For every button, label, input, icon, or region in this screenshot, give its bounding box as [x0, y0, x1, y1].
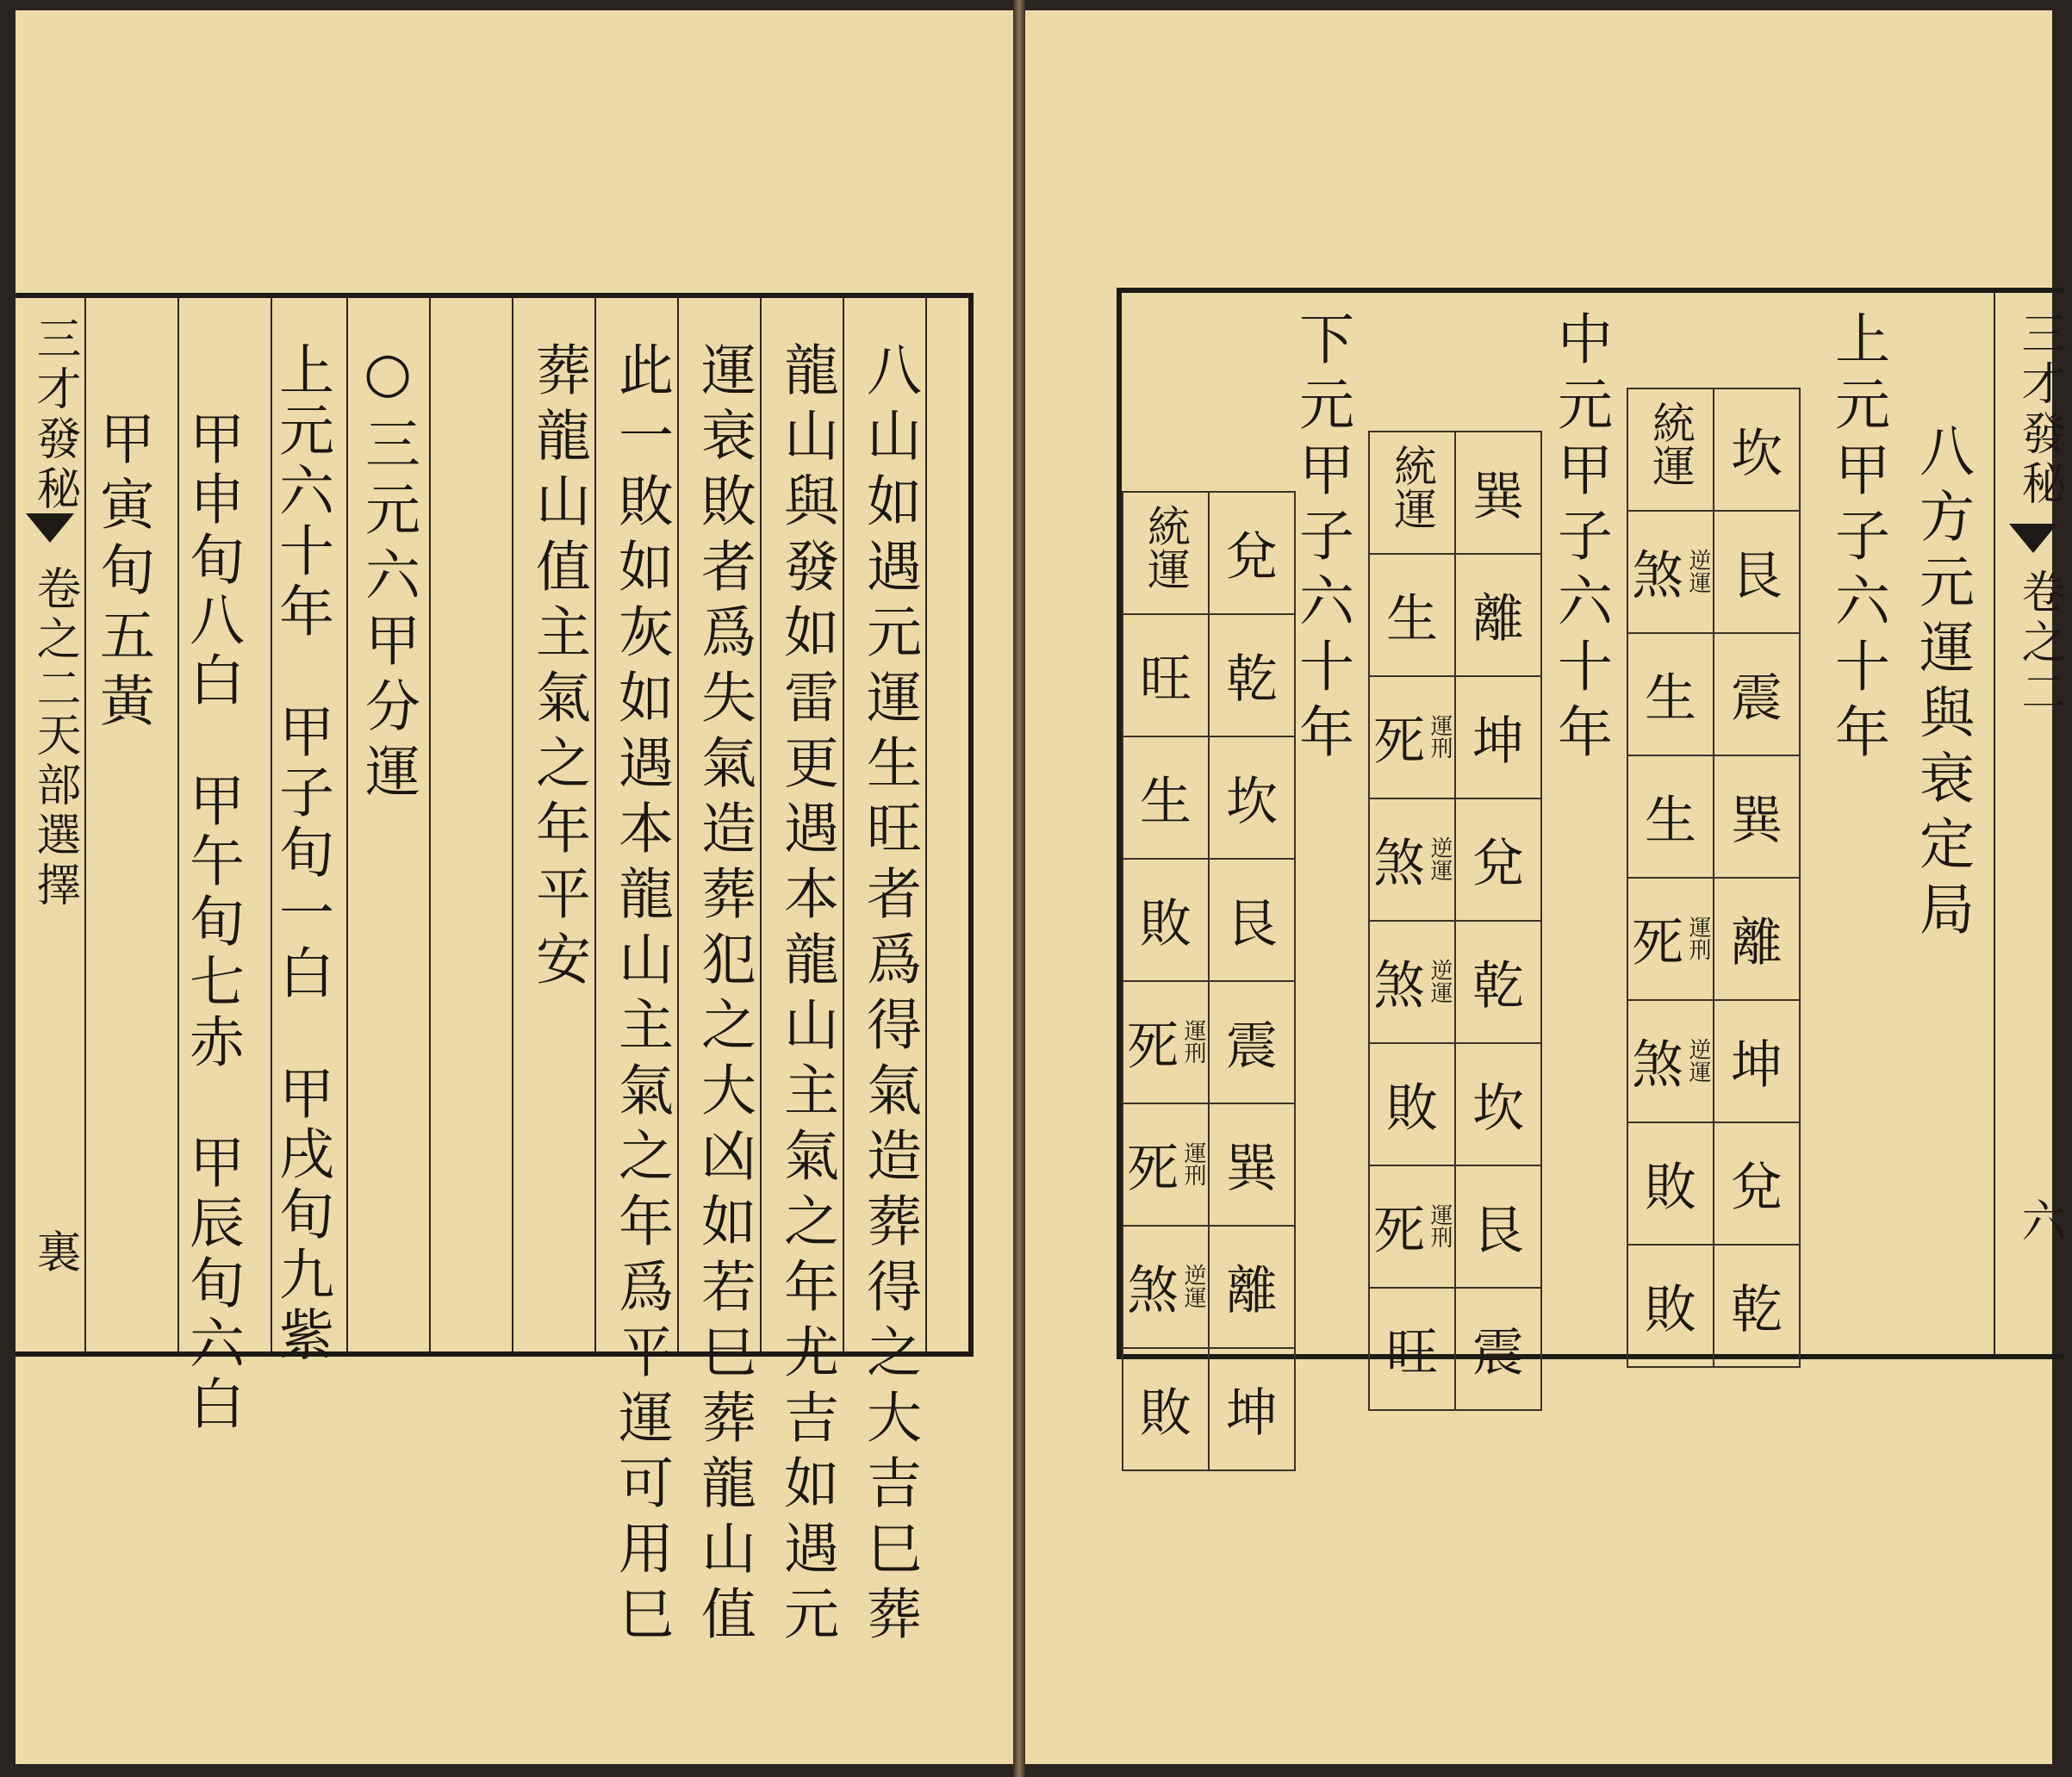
column-rule — [760, 298, 762, 1351]
cell-trigram: 乾 — [1455, 921, 1541, 1043]
state-text: 煞 — [1127, 1261, 1179, 1321]
cell-trigram: 坎 — [1714, 388, 1800, 511]
state-text: 統運 — [1646, 400, 1696, 487]
annotation-note: 運刑 — [1427, 714, 1453, 759]
section-label-upper: 上元甲子六十年 — [1826, 310, 1889, 768]
cell-state — [1123, 492, 1209, 614]
state-text: 生 — [1140, 772, 1192, 832]
state-text: 統運 — [1387, 443, 1437, 530]
text-column: ○三元六甲分運 — [356, 341, 420, 808]
state-text: 敗 — [1140, 1383, 1192, 1444]
state-text: 生 — [1645, 791, 1696, 851]
cell-state — [1369, 921, 1455, 1043]
state-text: 生 — [1645, 668, 1696, 729]
column-rule — [843, 298, 844, 1351]
table-row — [1123, 614, 1295, 736]
cell-state — [1369, 1288, 1455, 1410]
table-row — [1627, 878, 1800, 1000]
state-text: 死 — [1373, 1201, 1425, 1261]
table-row — [1123, 981, 1295, 1103]
cell-trigram: 艮 — [1455, 1165, 1541, 1288]
column-rule — [594, 298, 596, 1351]
state-text: 敗 — [1645, 1280, 1696, 1340]
cell-trigram: 震 — [1209, 981, 1295, 1103]
cell-trigram: 乾 — [1209, 614, 1295, 736]
annotation-note: 運刑 — [1180, 1019, 1206, 1064]
left-page — [16, 10, 1013, 1764]
margin-section: 天部選擇 — [28, 711, 80, 911]
table-row — [1123, 1348, 1295, 1470]
table-row — [1123, 859, 1295, 981]
cell-state — [1627, 511, 1714, 633]
annotation-note: 逆運 — [1180, 1264, 1206, 1308]
state-text: 生 — [1386, 589, 1438, 649]
cell-trigram: 兌 — [1714, 1122, 1800, 1245]
text-column: 甲申旬八白 甲午旬七赤 甲辰旬六白 — [180, 410, 244, 1435]
cell-trigram: 震 — [1714, 633, 1800, 755]
state-text: 敗 — [1645, 1158, 1696, 1218]
book-gutter — [1013, 0, 1025, 1777]
annotation-note: 逆運 — [1685, 1038, 1711, 1083]
column-rule — [346, 298, 348, 1351]
cell-state — [1627, 1000, 1714, 1122]
cell-trigram: 離 — [1209, 1226, 1295, 1348]
text-column: 運衰敗者爲失氣造葬犯之大凶如若巳葬龍山值 — [692, 341, 756, 1650]
table-row — [1627, 755, 1800, 878]
state-text: 煞 — [1373, 956, 1425, 1016]
text-column: 葬龍山值主氣之年平安 — [526, 341, 590, 996]
state-text: 死 — [1127, 1139, 1179, 1199]
table-row — [1627, 511, 1800, 633]
table-row — [1369, 554, 1541, 676]
state-text: 統運 — [1141, 503, 1191, 590]
table-row — [1627, 1000, 1800, 1122]
cell-state — [1123, 1226, 1209, 1348]
cell-trigram: 艮 — [1209, 859, 1295, 981]
table-row — [1369, 1043, 1541, 1165]
right-page — [1025, 10, 2065, 1764]
lower-yuan-table — [1122, 491, 1296, 1471]
text-column: 八山如遇元運生旺者爲得氣造葬得之大吉巳葬 — [857, 341, 921, 1650]
state-text: 敗 — [1140, 894, 1192, 954]
table-row — [1123, 1103, 1295, 1226]
cell-trigram: 坎 — [1455, 1043, 1541, 1165]
section-label-middle: 中元甲子六十年 — [1548, 310, 1612, 768]
cell-trigram: 兌 — [1455, 798, 1541, 921]
cell-state — [1627, 388, 1714, 511]
column-rule — [429, 298, 431, 1351]
cell-state — [1123, 1103, 1209, 1226]
state-text: 煞 — [1632, 1035, 1683, 1096]
text-column: 甲寅旬五黃 — [90, 410, 154, 737]
fish-tail-mark — [2009, 524, 2057, 553]
margin-title: 三才發秘 — [2013, 310, 2065, 510]
table-row — [1369, 798, 1541, 921]
table-row — [1123, 1226, 1295, 1348]
state-text: 煞 — [1632, 546, 1683, 606]
page-heading: 八方元運與衰定局 — [1910, 422, 1974, 946]
cell-trigram: 巽 — [1714, 755, 1800, 878]
fish-tail-mark — [26, 513, 74, 543]
state-text: 煞 — [1373, 834, 1425, 894]
cell-state — [1627, 755, 1714, 878]
state-text: 旺 — [1140, 649, 1192, 710]
table-row — [1123, 492, 1295, 614]
cell-state — [1627, 1245, 1714, 1367]
table-row — [1627, 388, 1800, 511]
cell-trigram: 震 — [1455, 1288, 1541, 1410]
table-row — [1369, 921, 1541, 1043]
cell-trigram: 離 — [1455, 554, 1541, 676]
cell-trigram: 艮 — [1714, 511, 1800, 633]
cell-state — [1627, 633, 1714, 755]
cell-trigram: 坤 — [1209, 1348, 1295, 1470]
annotation-note: 運刑 — [1427, 1203, 1453, 1248]
margin-title: 三才發秘 — [28, 315, 80, 515]
text-column: 此一敗如灰如遇本龍山主氣之年爲平運可用巳 — [609, 341, 673, 1650]
cell-state — [1123, 981, 1209, 1103]
cell-trigram: 乾 — [1714, 1245, 1800, 1367]
cell-state — [1123, 859, 1209, 981]
cell-trigram: 巽 — [1455, 432, 1541, 554]
state-text: 死 — [1632, 913, 1683, 973]
middle-yuan-table — [1368, 431, 1542, 1411]
column-rule — [677, 298, 679, 1351]
upper-yuan-table — [1627, 388, 1801, 1368]
cell-state — [1369, 432, 1455, 554]
cell-trigram: 離 — [1714, 878, 1800, 1000]
cell-trigram: 坎 — [1209, 736, 1295, 859]
margin-volume: 卷之二 — [2013, 569, 2065, 718]
table-row — [1369, 676, 1541, 798]
cell-state — [1123, 614, 1209, 736]
annotation-note: 逆運 — [1685, 549, 1711, 593]
table-row — [1627, 633, 1800, 755]
cell-trigram: 巽 — [1209, 1103, 1295, 1226]
text-column: 龍山與發如雷更遇本龍山主氣之年尤吉如遇元 — [775, 341, 838, 1650]
state-text: 敗 — [1386, 1078, 1438, 1139]
state-text: 死 — [1373, 711, 1425, 772]
annotation-note: 運刑 — [1685, 916, 1711, 960]
cell-trigram: 坤 — [1714, 1000, 1800, 1122]
margin-rule — [1994, 293, 1995, 1354]
margin-volume: 卷之二 — [28, 565, 80, 715]
column-rule — [925, 298, 927, 1351]
table-row — [1627, 1245, 1800, 1367]
margin-leaf: 六 — [2013, 1197, 2065, 1247]
table-row — [1369, 432, 1541, 554]
column-rule — [177, 298, 179, 1351]
section-label-lower: 下元甲子六十年 — [1290, 310, 1353, 768]
cell-state — [1123, 1348, 1209, 1470]
cell-state — [1627, 878, 1714, 1000]
table-row — [1369, 1288, 1541, 1410]
table-row — [1123, 736, 1295, 859]
cell-state — [1369, 554, 1455, 676]
left-page-frame — [16, 293, 974, 1650]
annotation-note: 逆運 — [1427, 959, 1453, 1003]
cell-state — [1369, 798, 1455, 921]
cell-trigram: 兌 — [1209, 492, 1295, 614]
annotation-note: 運刑 — [1180, 1141, 1206, 1186]
state-text: 旺 — [1386, 1323, 1438, 1383]
table-row — [1369, 1165, 1541, 1288]
cell-state — [1369, 676, 1455, 798]
text-column: 上元六十年 甲子旬一白 甲戌旬九紫 — [270, 341, 333, 1366]
margin-leaf: 裏 — [28, 1228, 80, 1278]
table-row — [1627, 1122, 1800, 1245]
right-page-frame — [1117, 288, 2065, 1444]
column-rule — [512, 298, 513, 1351]
cell-state — [1627, 1122, 1714, 1245]
cell-state — [1123, 736, 1209, 859]
state-text: 死 — [1127, 1016, 1179, 1077]
cell-state — [1369, 1165, 1455, 1288]
annotation-note: 逆運 — [1427, 836, 1453, 881]
cell-state — [1369, 1043, 1455, 1165]
cell-trigram: 坤 — [1455, 676, 1541, 798]
